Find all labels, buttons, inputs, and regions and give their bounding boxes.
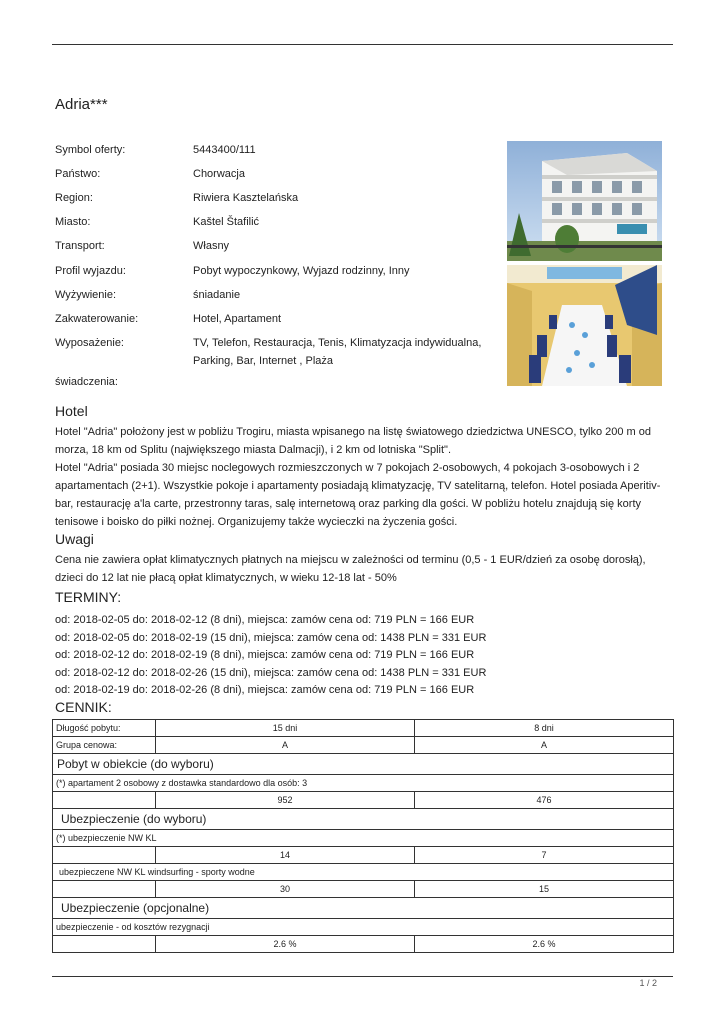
info-value: Pobyt wypoczynkowy, Wyjazd rodzinny, Inny (193, 265, 410, 277)
table-row (53, 936, 674, 953)
uwagi-heading: Uwagi (55, 531, 94, 547)
table-row (53, 830, 674, 847)
table-cell: 15 dni (156, 720, 415, 737)
info-value: Kaštel Štafilić (193, 216, 260, 228)
table-cell: 2.6 % (156, 936, 415, 953)
page-number: 1 / 2 (639, 978, 657, 988)
table-section-title: Ubezpieczenie (do wyboru) (53, 809, 674, 830)
table-row (53, 720, 674, 737)
table-cell: A (415, 737, 674, 754)
term-item: od: 2018-02-19 do: 2018-02-26 (8 dni), miejsca: zamów cena od: 719 PLN = 166 EUR (55, 684, 475, 697)
info-value: Własny (193, 240, 230, 252)
term-item: od: 2018-02-12 do: 2018-02-26 (15 dni), miejsca: zamów cena od: 1438 PLN = 331 EUR (55, 666, 487, 679)
info-value: Hotel, Apartament (193, 313, 282, 325)
table-section-row (53, 754, 674, 775)
table-row (53, 847, 674, 864)
info-value: Riwiera Kasztelańska (193, 192, 299, 204)
table-item-label: ubezpieczenie - od kosztów rezygnacji (53, 919, 674, 936)
cennik-heading: CENNIK: (55, 699, 112, 715)
table-section-row (53, 898, 674, 919)
info-label: Profil wyjazdu: (55, 265, 126, 277)
uwagi-text: Cena nie zawiera opłat klimatycznych płatnych na miejscu w zależności od terminu (0,5 - 1 EUR/dzień za osobę dorosłą), dzieci do 12 lat nie płacą opłat klimatycznych, w wieku 12-18 lat - 50% (55, 554, 646, 584)
info-label: Zakwaterowanie: (55, 313, 139, 325)
table-cell (53, 881, 156, 898)
table-cell (53, 847, 156, 864)
info-label: Państwo: (55, 168, 101, 180)
offer-title: Adria*** (55, 96, 108, 113)
table-cell: 952 (156, 792, 415, 809)
table-row (53, 775, 674, 792)
table-cell-label: Długość pobytu: (53, 720, 156, 737)
hotel-restaurant-photo (507, 265, 662, 386)
table-item-label: (*) apartament 2 osobowy z dostawka standardowo dla osób: 3 (53, 775, 674, 792)
hotel-description (55, 423, 665, 531)
table-cell: 30 (156, 881, 415, 898)
info-label: Wyposażenie: (55, 337, 124, 349)
price-table (52, 719, 674, 953)
table-cell: 15 (415, 881, 674, 898)
swiadczenia-label: świadczenia: (55, 376, 118, 388)
info-value: 5443400/111 (193, 144, 256, 156)
table-cell: 476 (415, 792, 674, 809)
table-cell: 2.6 % (415, 936, 674, 953)
table-section-title: Ubezpieczenie (opcjonalne) (53, 898, 674, 919)
info-label: Miasto: (55, 216, 91, 228)
table-cell: 7 (415, 847, 674, 864)
table-row (53, 919, 674, 936)
hotel-heading: Hotel (55, 403, 88, 419)
hotel-description-paragraph: Hotel "Adria" posiada 30 miejsc noclegowych rozmieszczonych w 7 pokojach 2-osobowych, 4 pokojach 3-osobowych i 2 apartamentach (2+1). Wszystkie pokoje i apartamenty posiadają klimatyzację, TV satelitarną, telefon. Hotel posiada Aperitiv-bar, restaurację a'la carte, przestronny taras, salę internetową oraz parking dla gości. W pobliżu hotelu znajdują się korty tenisowe i boisko do piłki nożnej. Organizujemy także wycieczki na życzenia gości. (55, 462, 661, 528)
info-label: Transport: (55, 240, 105, 252)
term-item: od: 2018-02-05 do: 2018-02-12 (8 dni), miejsca: zamów cena od: 719 PLN = 166 EUR (55, 614, 475, 626)
info-label: Region: (55, 192, 93, 204)
info-label: Symbol oferty: (55, 144, 126, 156)
hotel-description-paragraph: Hotel "Adria" położony jest w pobliżu Trogiru, miasta wpisanego na listę światowego dziedzictwa UNESCO, tylko 200 m od morza, 18 km od Splitu (największego miasta Dalmacji), i 2 km od lotniska "Split". (55, 426, 651, 456)
table-cell (53, 792, 156, 809)
table-row (53, 864, 674, 881)
info-value: Chorwacja (193, 168, 245, 180)
term-item: od: 2018-02-12 do: 2018-02-19 (8 dni), miejsca: zamów cena od: 719 PLN = 166 EUR (55, 649, 475, 662)
hotel-photos (507, 141, 662, 386)
info-label: Wyżywienie: (55, 289, 117, 301)
table-cell: 8 dni (415, 720, 674, 737)
table-item-label: (*) ubezpieczenie NW KL (53, 830, 674, 847)
table-section-row (53, 809, 674, 830)
table-row (53, 881, 674, 898)
info-value: TV, Telefon, Restauracja, Tenis, Klimatyzacja indywidualna, Parking, Bar, Internet , Plaża (193, 337, 482, 367)
table-row (53, 792, 674, 809)
table-item-label: ubezpieczene NW KL windsurfing - sporty wodne (53, 864, 674, 881)
table-cell: 14 (156, 847, 415, 864)
terminy-heading: TERMINY: (55, 589, 122, 605)
bottom-divider (52, 976, 673, 977)
table-cell-label: Grupa cenowa: (53, 737, 156, 754)
term-item: od: 2018-02-05 do: 2018-02-19 (15 dni), miejsca: zamów cena od: 1438 PLN = 331 EUR (55, 631, 487, 644)
table-cell: A (156, 737, 415, 754)
table-section-title: Pobyt w obiekcie (do wyboru) (53, 754, 674, 775)
hotel-exterior-photo (507, 141, 662, 261)
terms-list (55, 612, 486, 700)
table-row (53, 737, 674, 754)
info-value: śniadanie (193, 289, 241, 301)
top-divider (52, 44, 673, 45)
table-cell (53, 936, 156, 953)
